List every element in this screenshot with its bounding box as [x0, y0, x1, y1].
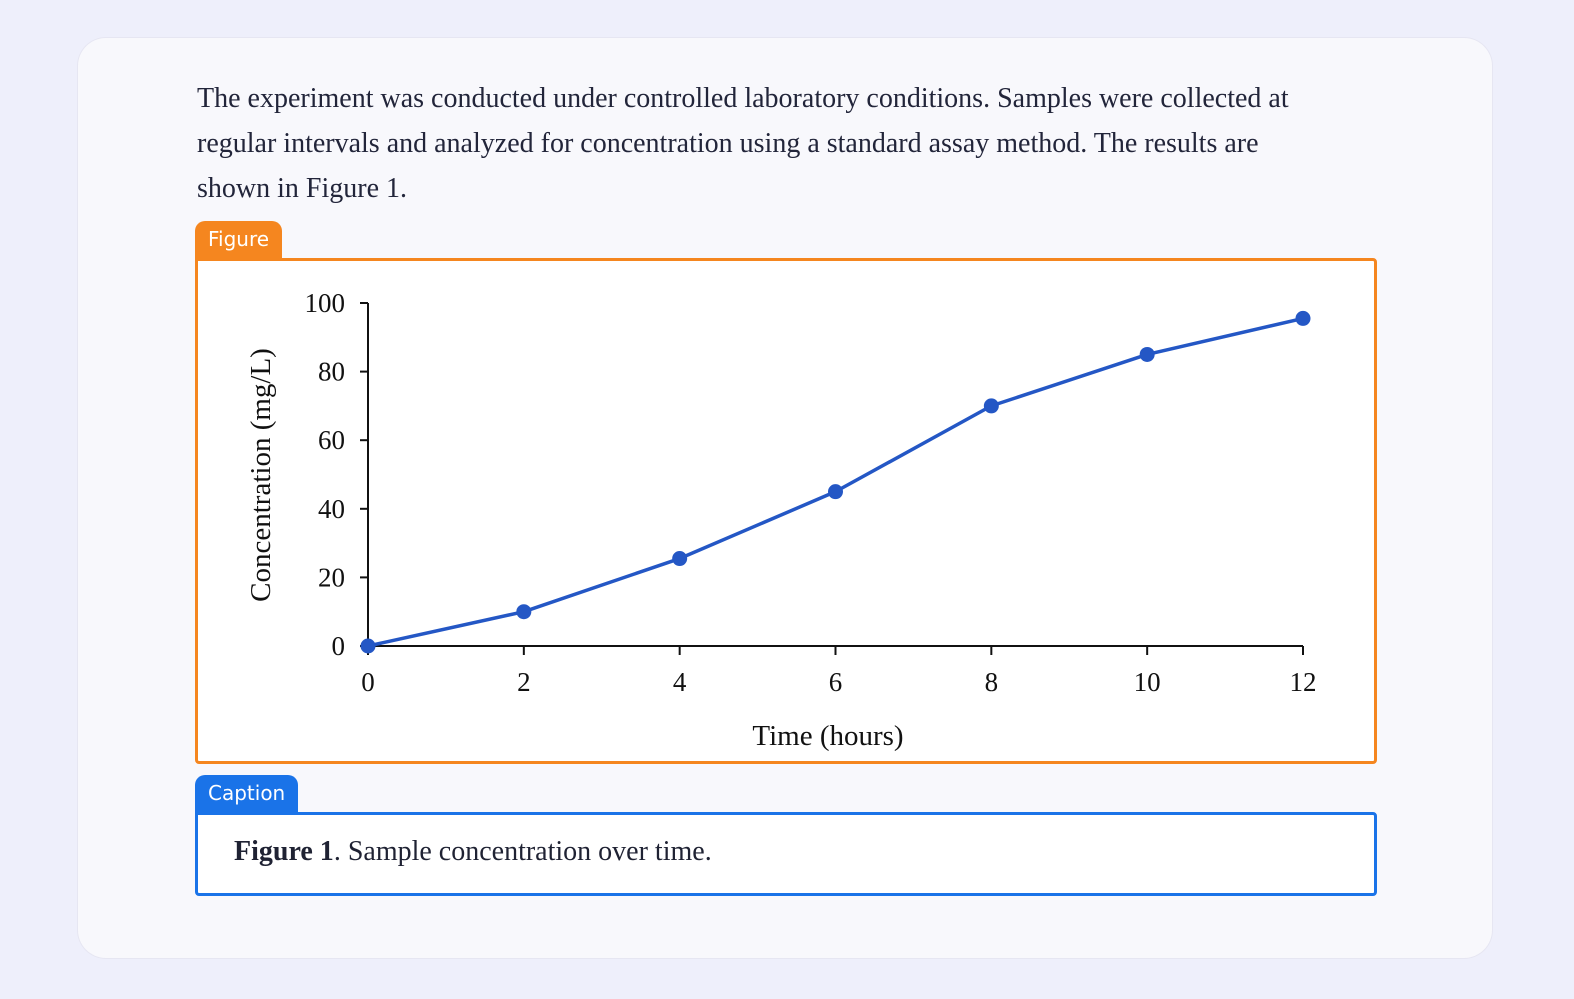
- y-tick-label: 40: [318, 493, 345, 524]
- y-tick-label: 20: [318, 562, 345, 593]
- x-tick-label: 10: [1133, 667, 1161, 697]
- x-tick-label: 6: [828, 667, 843, 697]
- data-point: [672, 551, 687, 566]
- y-ticks: [305, 288, 369, 661]
- series-line: [368, 318, 1303, 646]
- data-point: [361, 639, 376, 654]
- body-paragraph: The experiment was conducted under controlled laboratory conditions. Samples were collected at regular intervals and analyzed for concentration using a standard assay method. The results are shown in Figure 1.: [197, 83, 1289, 204]
- data-point: [828, 484, 843, 499]
- figure-box: [195, 258, 1377, 764]
- caption-tag: Caption: [195, 775, 298, 813]
- y-axis-label: Concentration (mg/L): [245, 348, 277, 602]
- y-tick-label: 60: [318, 425, 345, 456]
- y-tick-label: 100: [304, 288, 345, 318]
- caption-text: . Sample concentration over time.: [333, 836, 712, 867]
- line-chart: [198, 261, 1374, 761]
- x-axis-label: Time (hours): [752, 720, 904, 752]
- caption-label: Figure 1: [234, 836, 334, 867]
- figure-caption: [234, 836, 712, 868]
- x-tick-label: 4: [672, 667, 687, 697]
- x-tick-label: 8: [984, 667, 999, 697]
- figure-tag: Figure: [195, 221, 282, 259]
- data-point: [1140, 347, 1155, 362]
- chart-axes: [368, 303, 1303, 646]
- data-point: [516, 604, 531, 619]
- x-ticks: [361, 646, 1316, 697]
- x-tick-label: 0: [361, 667, 375, 697]
- y-tick-label: 0: [331, 631, 345, 661]
- caption-box: [195, 812, 1377, 896]
- data-point: [984, 398, 999, 413]
- x-tick-label: 12: [1289, 667, 1317, 697]
- y-tick-label: 80: [318, 356, 345, 387]
- x-tick-label: 2: [517, 667, 531, 697]
- chart-series: [361, 311, 1311, 654]
- data-point: [1296, 311, 1311, 326]
